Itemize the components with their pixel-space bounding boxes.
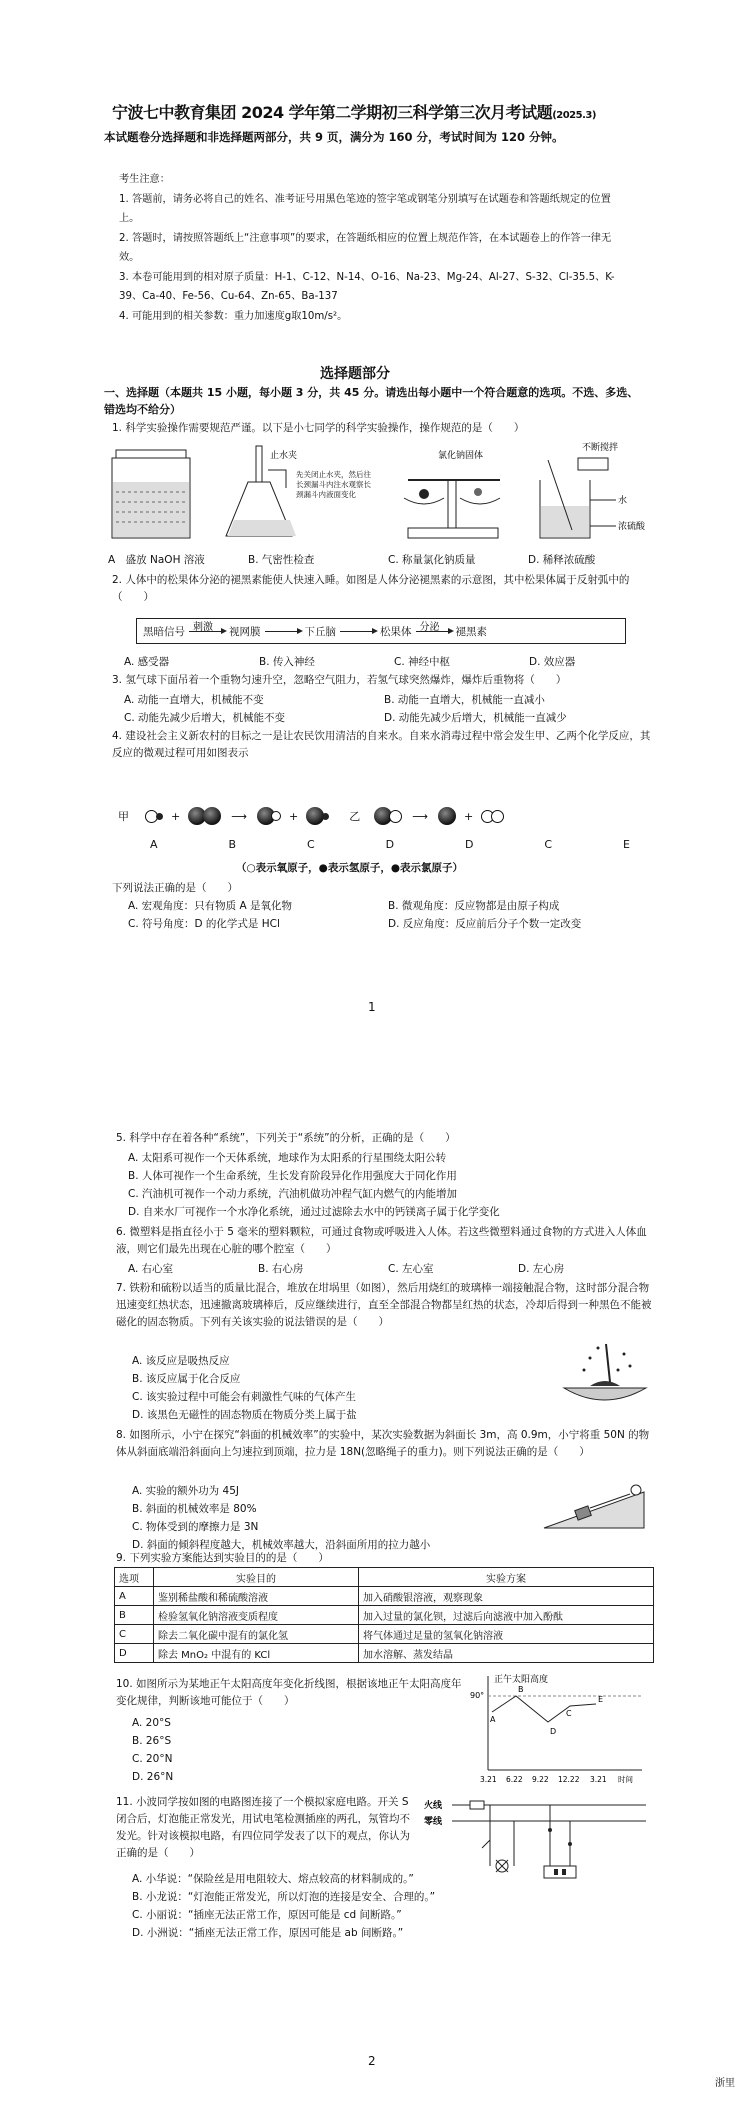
- q7-options: [132, 1352, 562, 1424]
- q1-option-b[interactable]: B. 气密性检查: [248, 554, 315, 566]
- q3-option-b[interactable]: B. 动能一直增大，机械能一直减小: [384, 694, 545, 706]
- flow-step-hypothalamus: 下丘脑: [304, 625, 336, 638]
- q8-text: 8. 如图所示，小宁在探究“斜面的机械效率”的实验中，某次实验数据为斜面长 3m，高 0.9m，小宁将重 50N 的物体从斜面底端沿斜面向上匀速拉到顶端，拉力是 18N(忽略绳子的重力)。则下列说法正确的是（ ）: [116, 1429, 650, 1458]
- point-e: E: [598, 1695, 604, 1704]
- q1-figure: [108, 440, 648, 548]
- molecule-label-e: E: [623, 838, 630, 851]
- flow-arrow-icon: [416, 621, 452, 633]
- melatonin-flowchart: [136, 618, 626, 644]
- candidate-notes: [119, 170, 629, 326]
- q11-option-b[interactable]: B. 小龙说：“灯泡能正常发光，所以灯泡的连接是安全、合理的。”: [132, 1891, 436, 1903]
- q7-option-c[interactable]: C. 该实验过程中可能会有刺激性气味的气体产生: [132, 1391, 357, 1403]
- stir-label: 不断搅拌: [582, 443, 619, 453]
- q5-option-d[interactable]: D. 自来水厂可视作一个水净化系统，通过过滤除去水中的钙镁离子属于化学变化: [128, 1206, 500, 1218]
- q7-text: 7. 铁粉和硫粉以适当的质量比混合，堆放在坩埚里（如图），然后用烧红的玻璃棒一端接触混合物，这时部分混合物迅速变红热状态，迅速撤离玻璃棒后，反应继续进行，直至全部混合物都呈红热的状态，冷却后得到一种黑色不能被磁化的固态物质。下列有关该实验的说法错误的是（ ）: [116, 1282, 652, 1328]
- table-cell: 加入过量的氯化钡，过滤后向滤液中加入酚酞: [359, 1606, 654, 1625]
- table-cell: 除去二氧化碳中混有的氯化氢: [154, 1625, 359, 1644]
- section-title: 选择题部分: [320, 366, 390, 382]
- part1-heading: 一、选择题（本题共 15 小题，每小题 3 分，共 45 分。请选出每小题中一个符合题意的选项。不选、多选、错选均不给分）: [104, 386, 639, 416]
- q10-option-b[interactable]: B. 26°S: [132, 1735, 172, 1747]
- table-cell: 加入硝酸银溶液，观察现象: [359, 1587, 654, 1606]
- beaker-figure: [540, 441, 646, 538]
- q8-option-d[interactable]: D. 斜面的倾斜程度越大，机械效率越大，沿斜面所用的拉力越小: [132, 1539, 431, 1551]
- q2-option-a[interactable]: A. 感受器: [124, 656, 170, 668]
- molecule-c-icon: [271, 811, 281, 821]
- q6-option-a[interactable]: A. 右心室: [128, 1263, 174, 1275]
- q3-text: 3. 氢气球下面吊着一个重物匀速升空，忽略空气阻力，若氢气球突然爆炸，爆炸后重物将（ ）: [112, 674, 567, 686]
- q10-option-c[interactable]: C. 20°N: [132, 1753, 173, 1765]
- corner-mark: 浙里: [715, 2078, 735, 2089]
- q4-option-c[interactable]: C. 符号角度：D 的化学式是 HCl: [128, 918, 280, 930]
- molecule-e-icon: [491, 810, 504, 823]
- flow-arrow-icon: [265, 631, 301, 632]
- q3-option-a[interactable]: A. 动能一直增大，机械能不变: [124, 694, 264, 706]
- q3-option-c[interactable]: C. 动能先减少后增大，机械能不变: [124, 712, 286, 724]
- table-cell: B: [115, 1606, 154, 1625]
- q10-option-a[interactable]: A. 20°S: [132, 1717, 171, 1729]
- q11-options: [132, 1870, 652, 1942]
- q11-option-d[interactable]: D. 小洲说：“插座无法正常工作，原因可能是 ab 间断路。”: [132, 1927, 404, 1939]
- exam-subtitle: 本试题卷分选择题和非选择题两部分，共 9 页，满分为 160 分，考试时间为 120 分钟。: [104, 130, 564, 144]
- x-tick: 3.21: [480, 1775, 497, 1784]
- q8-option-a[interactable]: A. 实验的额外功为 45J: [132, 1485, 239, 1497]
- flow-step-pineal: 松果体: [380, 625, 412, 638]
- point-a: A: [490, 1715, 496, 1724]
- table-cell: 将气体通过足量的氢氧化钠溶液: [359, 1625, 654, 1644]
- atom-h-icon: [322, 813, 329, 820]
- q2-option-b[interactable]: B. 传入神经: [259, 656, 315, 668]
- sun-altitude-chart: [470, 1670, 650, 1786]
- page-number-2: 2: [368, 2054, 376, 2068]
- q7-option-a[interactable]: A. 该反应是吸热反应: [132, 1355, 230, 1367]
- x-axis-label: 时间: [618, 1775, 633, 1784]
- q4-option-a[interactable]: A. 宏观角度：只有物质 A 是氧化物: [128, 900, 293, 912]
- q5-text: 5. 科学中存在着各种“系统”，下列关于“系统”的分析，正确的是（ ）: [116, 1132, 456, 1144]
- q7-option-b[interactable]: B. 该反应属于化合反应: [132, 1373, 241, 1385]
- flow-arrow-label-stimulus: 刺激: [193, 621, 213, 633]
- q3-options: [124, 692, 644, 725]
- reaction-yi-label: 乙: [349, 810, 361, 823]
- q8-options: [132, 1482, 552, 1554]
- flow-arrow-icon: [340, 631, 376, 632]
- q11-text: 11. 小波同学按如图的电路图连接了一个模拟家庭电路。开关 S 闭合后，灯泡能正常发光，用试电笔检测插座的两孔，氖管均不发光。针对该模拟电路，有四位同学发表了以下的观点，你认为正确的是（ ）: [116, 1796, 410, 1859]
- q6-option-b[interactable]: B. 右心房: [258, 1263, 304, 1275]
- table-header: 选项: [115, 1568, 154, 1587]
- x-tick: 3.21: [590, 1775, 607, 1784]
- atom-h-icon: [156, 813, 163, 820]
- nacl-label: 氯化钠固体: [438, 451, 484, 461]
- note-1: 1. 答题前，请务必将自己的姓名、准考证号用黑色笔迹的签字笔或钢笔分别填写在试题卷和答题纸规定的位置上。: [119, 193, 611, 224]
- flow-step-signal: 黑暗信号: [143, 625, 185, 638]
- q4-text: 4. 建设社会主义新农村的目标之一是让农民饮用清洁的自来水。自来水消毒过程中常会发生甲、乙两个化学反应，其反应的微观过程可用如图表示: [112, 730, 651, 759]
- molecule-label-a: A: [150, 838, 158, 851]
- chart-title: 正午太阳高度: [494, 1675, 549, 1685]
- table-cell: 检验氢氧化钠溶液变质程度: [154, 1606, 359, 1625]
- x-tick: 9.22: [532, 1775, 549, 1784]
- q11-option-c[interactable]: C. 小丽说：“插座无法正常工作，原因可能是 cd 间断路。”: [132, 1909, 402, 1921]
- q1-option-c[interactable]: C. 称量氯化钠质量: [388, 554, 476, 566]
- q10-option-d[interactable]: D. 26°N: [132, 1771, 174, 1783]
- q6-text: 6. 微塑料是指直径小于 5 毫米的塑料颗粒，可通过食物或呼吸进入人体。若这些微塑料通过食物的方式进入人体血液，则它们最先出现在心脏的哪个腔室（ ）: [116, 1226, 647, 1255]
- q10-text: 10. 如图所示为某地正午太阳高度年变化折线图，根据该地正午太阳高度年变化规律，判断该地可能位于（ ）: [116, 1678, 462, 1707]
- q5-options: [128, 1149, 648, 1221]
- q1-option-d[interactable]: D. 稀释浓硫酸: [528, 554, 596, 566]
- flow-arrow-label-secrete: 分泌: [419, 621, 440, 633]
- q10-options: [132, 1714, 173, 1786]
- reaction-jia-label: 甲: [118, 810, 129, 823]
- note-2: 2. 答题时，请按照答题纸上“注意事项”的要求，在答题纸相应的位置上规范作答，在本试题卷上的作答一律无效。: [119, 232, 612, 263]
- q5-option-b[interactable]: B. 人体可视作一个生命系统，生长发育阶段异化作用强度大于同化作用: [128, 1170, 457, 1182]
- molecule-legend: （○表示氧原子，●表示氢原子，●表示氯原子）: [236, 862, 463, 874]
- q1-option-a[interactable]: A 盛放 NaOH 溶液: [108, 554, 205, 566]
- q4-ask: 下列说法正确的是（ ）: [112, 882, 238, 894]
- point-d: D: [550, 1727, 557, 1736]
- q6-option-d[interactable]: D. 左心房: [518, 1263, 565, 1275]
- table-row[interactable]: [115, 1587, 654, 1606]
- q5-option-c[interactable]: C. 汽油机可视作一个动力系统，汽油机做功冲程气缸内燃气的内能增加: [128, 1188, 458, 1200]
- table-cell: 加水溶解、蒸发结晶: [359, 1644, 654, 1663]
- molecule-c-icon: [438, 807, 456, 825]
- flow-step-retina: 视网膜: [229, 625, 261, 638]
- q5-option-a[interactable]: A. 太阳系可视作一个天体系统，地球作为太阳系的行星围绕太阳公转: [128, 1152, 447, 1164]
- q6-options: [128, 1261, 648, 1276]
- q2-option-c[interactable]: C. 神经中枢: [394, 656, 451, 668]
- molecule-label-c2: C: [544, 838, 553, 851]
- q2-option-d[interactable]: D. 效应器: [529, 656, 576, 668]
- y-tick-90: 90°: [470, 1691, 485, 1700]
- q6-option-c[interactable]: C. 左心室: [388, 1263, 434, 1275]
- page-2: [0, 1130, 743, 2104]
- neutral-wire-label: 零线: [424, 1817, 443, 1827]
- molecule-label-d2: D: [465, 838, 474, 851]
- balance-figure: [404, 449, 500, 538]
- incline-figure: [540, 1478, 652, 1536]
- q4-options: [128, 898, 648, 931]
- table-cell: C: [115, 1625, 154, 1644]
- q8-option-b[interactable]: B. 斜面的机械效率是 80%: [132, 1503, 257, 1515]
- x-tick: 12.22: [558, 1775, 580, 1784]
- table-header: 实验方案: [359, 1568, 654, 1587]
- x-tick: 6.22: [506, 1775, 523, 1784]
- point-c: C: [566, 1709, 572, 1718]
- molecule-d-icon: [389, 810, 402, 823]
- q8-option-c[interactable]: C. 物体受到的摩擦力是 3N: [132, 1521, 259, 1533]
- flask-figure: [226, 446, 297, 536]
- bottle-figure: [112, 450, 190, 538]
- flow-arrow-icon: [189, 621, 225, 633]
- table-header: 实验目的: [154, 1568, 359, 1587]
- table-cell: 除去 MnO₂ 中混有的 KCl: [154, 1644, 359, 1663]
- q1-text: 1. 科学实验操作需要规范严谨。以下是小七同学的科学实验操作，操作规范的是（ ）: [112, 422, 525, 434]
- table-cell: A: [115, 1587, 154, 1606]
- clamp-label: 止水夹: [270, 451, 298, 461]
- q9-text: 9. 下列实验方案能达到实验目的的是（ ）: [116, 1552, 329, 1564]
- q4-option-d[interactable]: D. 反应角度：反应前后分子个数一定改变: [388, 918, 582, 930]
- q4-option-b[interactable]: B. 微观角度：反应物都是由原子构成: [388, 900, 560, 912]
- q11-option-a[interactable]: A. 小华说：“保险丝是用电阻较大、熔点较高的材料制成的。”: [132, 1873, 414, 1885]
- note-4: 4. 可能用到的相关参数：重力加速度g取10m/s²。: [119, 310, 348, 322]
- q2-options: [124, 654, 664, 669]
- table-cell: D: [115, 1644, 154, 1663]
- flow-step-melatonin: 褪黑素: [455, 625, 487, 638]
- molecule-letters: [150, 838, 630, 851]
- molecule-label-c: C: [306, 838, 315, 851]
- exam-title: 宁波七中教育集团 2024 学年第二学期初三科学第三次月考试题(2025.3): [112, 103, 596, 122]
- table-cell: 鉴别稀盐酸和稀硫酸溶液: [154, 1587, 359, 1606]
- q3-option-d[interactable]: D. 动能先减少后增大，机械能一直减少: [384, 712, 567, 724]
- acid-label: 浓硫酸: [618, 522, 646, 532]
- molecule-label-b: B: [228, 838, 237, 851]
- q9-table: [114, 1567, 654, 1663]
- molecule-b-icon: [203, 807, 221, 825]
- reaction-diagram: 甲 + ⟶ + 乙 ⟶ +: [118, 796, 658, 836]
- page-number-1: 1: [368, 1000, 376, 1014]
- notes-heading: 考生注意：: [119, 174, 170, 185]
- q1-options: [108, 552, 668, 567]
- note-3: 3. 本卷可能用到的相对原子质量：H-1、C-12、N-14、O-16、Na-23、Mg-24、Al-27、S-32、Cl-35.5、K-39、Ca-40、Fe-56、Cu-64、Zn-65、Ba-137: [119, 271, 615, 302]
- table-header-row: [115, 1568, 654, 1587]
- molecule-label-d: D: [385, 838, 395, 851]
- exam-date: (2025.3): [552, 110, 596, 121]
- water-label: 水: [618, 496, 628, 506]
- crucible-figure: [560, 1340, 650, 1412]
- table-row[interactable]: [115, 1606, 654, 1625]
- table-row[interactable]: [115, 1625, 654, 1644]
- table-row[interactable]: [115, 1644, 654, 1663]
- q2-text: 2. 人体中的松果体分泌的褪黑素能使人快速入睡。如图是人体分泌褪黑素的示意图，其中松果体属于反射弧中的（ ）: [112, 574, 630, 603]
- check-note: 先关闭止水夹，然后往长颈漏斗内注水观察长颈漏斗内液面变化: [296, 470, 371, 499]
- q7-option-d[interactable]: D. 该黑色无磁性的固态物质在物质分类上属于盐: [132, 1409, 357, 1421]
- live-wire-label: 火线: [424, 1801, 443, 1811]
- point-b: B: [518, 1685, 524, 1694]
